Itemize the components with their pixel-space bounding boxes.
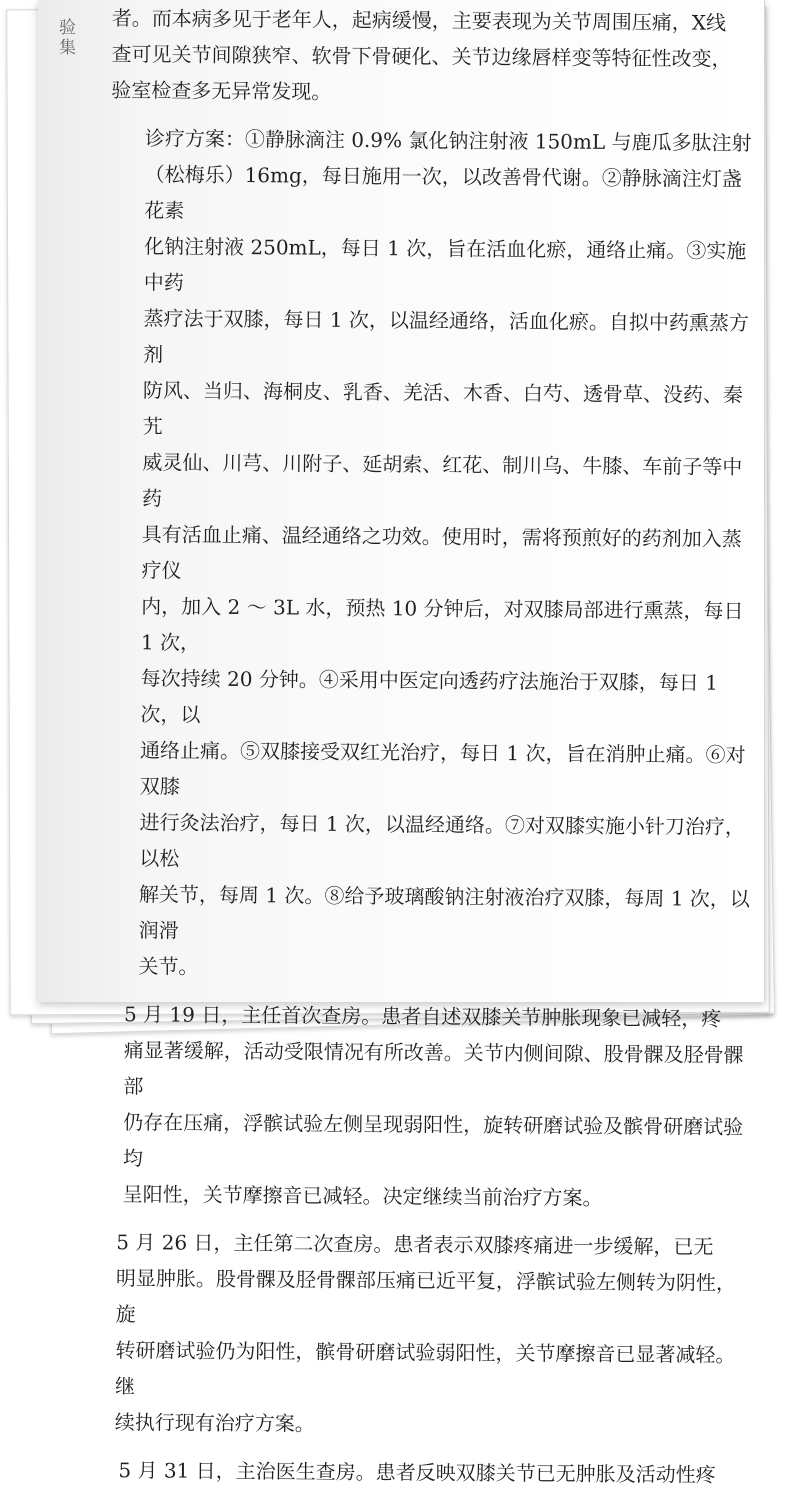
paragraph-5: 5 月 31 日，主治医生查房。患者反映双膝关节已无肿胀及活动性疼: [118, 1458, 716, 1487]
margin-mark: 验集: [55, 18, 75, 58]
paragraph-4: 5 月 26 日，主任第二次查房。患者表示双膝疼痛进一步缓解，已无 明显肿胀。股骨髁及胫骨髁部压痛已近平复，浮髌试验左侧转为阴性，旋 转研磨试验仍为阳性，髌骨研磨试验弱阳性，关节摩擦音已显著减轻。继 续执行现有治疗方案。: [114, 1230, 737, 1436]
paragraph-3: 5 月 19 日，主任首次查房。患者自述双膝关节肿胀现象已减轻，疼 痛显著缓解，活动受限情况有所改善。关节内侧间隙、股骨髁及胫骨髁部 仍存在压痛，浮髌试验左侧呈现弱阳性，旋转研磨试验及髌骨研磨试验均 呈阳性，关节摩擦音已减轻。决定继续当前治疗方案。: [122, 1002, 744, 1210]
paragraph-2: 诊疗方案：①静脉滴注 0.9% 氯化钠注射液 150mL 与鹿瓜多肽注射 （松梅乐）16mg，每日施用一次，以改善骨代谢。②静脉滴注灯盏花素 化钠注射液 250mL，每日 1 次，旨在活血化瘀，通络止痛。③实施中药 蒸疗法于双膝，每日 1 次，以温经通络，活血化瘀。自拟中药熏蒸方剂 防风、当归、海桐皮、乳香、羌活、木香、白芍、透骨草、没药、秦艽 威灵仙、川芎、川附子、延胡索、红花、制川乌、牛膝、车前子等中药 具有活血止痛、温经通络之功效。使用时，需将预煎好的药剂加入蒸疗仪 内，加入 2 ～ 3L 水，预热 10 分钟后，对双膝局部进行熏蒸，每日 1 次， 每次持续 20 分钟。④采用中医定向透药疗法施治于双膝，每日 1 次，以 通络止痛。⑤双膝接受双红光治疗，每日 1 次，旨在消肿止痛。⑥对双膝 进行灸法治疗，每日 1 次，以温经通络。⑦对双膝实施小针刀治疗，以松 解关节，每周 1 次。⑧给予玻璃酸钠注射液治疗双膝，每周 1 次，以润滑 关节。: [138, 126, 752, 979]
page-text: [100, 0, 758, 1493]
book-page: [38, 0, 765, 1487]
paragraph-1: 者。而本病多见于老年人，起病缓慢，主要表现为关节周围压痛，X线 查可见关节间隙狭窄、软骨下骨硬化、关节边缘唇样变等特征性改变， 验室检查多无异常发现。: [111, 5, 732, 104]
